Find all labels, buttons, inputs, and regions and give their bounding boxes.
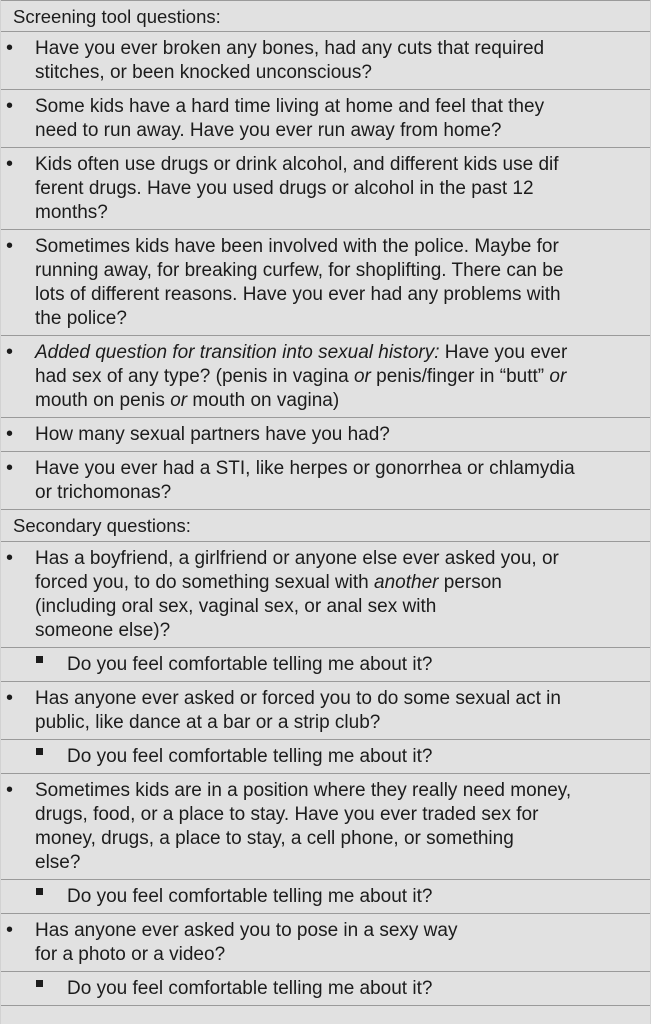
- square-bullet-icon: [36, 748, 43, 755]
- text-segment: (including oral sex, vaginal sex, or anal sex with: [35, 596, 437, 617]
- question-text: [67, 885, 432, 909]
- question-text: [35, 341, 567, 413]
- question-row: [1, 914, 650, 972]
- question-row: [1, 32, 650, 90]
- text-segment: drugs, food, or a place to stay. Have you ever traded sex for: [35, 804, 539, 825]
- question-line: [35, 365, 567, 389]
- question-line: [35, 919, 457, 943]
- text-segment: Sometimes kids are in a position where they really need money,: [35, 780, 572, 801]
- question-row: [1, 418, 650, 452]
- text-segment: public, like dance at a bar or a strip club?: [35, 712, 381, 733]
- text-segment: Do you feel comfortable telling me about it?: [67, 886, 433, 907]
- text-segment: had sex of any type? (penis in vagina: [35, 366, 354, 387]
- question-line: [35, 619, 559, 643]
- question-line: [35, 119, 544, 143]
- text-segment: Has anyone ever asked or forced you to do some sexual act in: [35, 688, 561, 709]
- question-line: [35, 595, 559, 619]
- question-text: [35, 919, 457, 967]
- text-segment: for a photo or a video?: [35, 944, 226, 965]
- square-bullet-icon: [36, 888, 43, 895]
- italic-text: another: [374, 572, 439, 593]
- text-segment: months?: [35, 202, 108, 223]
- question-row: [1, 90, 650, 148]
- text-segment: Some kids have a hard time living at home and feel that they: [35, 96, 545, 117]
- text-segment: need to run away. Have you ever run away from home?: [35, 120, 502, 141]
- text-segment: Has anyone ever asked you to pose in a sexy way: [35, 920, 458, 941]
- italic-text: or: [170, 390, 188, 411]
- question-row: [1, 452, 650, 510]
- question-line: [35, 711, 561, 735]
- bullet-icon: •: [6, 95, 14, 117]
- question-text: [67, 977, 432, 1001]
- bullet-icon: •: [6, 235, 14, 257]
- text-segment: ferent drugs. Have you used drugs or alcohol in the past 12: [35, 178, 534, 199]
- question-row: [1, 542, 650, 648]
- question-line: [35, 283, 563, 307]
- text-segment: Have you ever had a STI, like herpes or gonorrhea or chlamydia: [35, 458, 575, 479]
- text-segment: lots of different reasons. Have you ever had any problems with: [35, 284, 561, 305]
- question-line: [35, 851, 571, 875]
- question-line: [35, 153, 559, 177]
- sub-question-row: [1, 972, 650, 1006]
- text-segment: forced you, to do something sexual with: [35, 572, 375, 593]
- question-text: [35, 457, 575, 505]
- question-line: [35, 37, 544, 61]
- question-line: [67, 885, 432, 909]
- text-segment: Do you feel comfortable telling me about it?: [67, 654, 433, 675]
- sub-question-row: [1, 740, 650, 774]
- question-text: [35, 779, 571, 875]
- question-row: [1, 230, 650, 336]
- sub-question-row: [1, 880, 650, 914]
- italic-text: or: [353, 366, 371, 387]
- question-row: [1, 774, 650, 880]
- section-header: [1, 510, 650, 542]
- question-line: [35, 457, 575, 481]
- square-bullet-icon: [36, 980, 43, 987]
- question-line: [67, 653, 432, 677]
- question-text: [35, 95, 544, 143]
- text-segment: someone else)?: [35, 620, 171, 641]
- question-line: [35, 341, 567, 365]
- question-line: [35, 481, 575, 505]
- text-segment: penis/finger in “butt”: [370, 366, 550, 387]
- question-text: [35, 423, 390, 447]
- bullet-icon: •: [6, 919, 14, 941]
- section-title: Screening tool questions:: [13, 6, 221, 27]
- question-line: [35, 547, 559, 571]
- question-row: [1, 148, 650, 230]
- question-line: [35, 307, 563, 331]
- text-segment: else?: [35, 852, 81, 873]
- italic-text: Added question for transition into sexual history:: [35, 342, 440, 363]
- question-line: [35, 571, 559, 595]
- question-text: [35, 37, 544, 85]
- text-segment: mouth on penis: [35, 390, 171, 411]
- text-segment: Sometimes kids have been involved with the police. Maybe for: [35, 236, 559, 257]
- text-segment: Have you ever: [439, 342, 568, 363]
- question-line: [35, 95, 544, 119]
- text-segment: the police?: [35, 308, 127, 329]
- square-bullet-icon: [36, 656, 43, 663]
- section-title: Secondary questions:: [13, 515, 191, 536]
- question-line: [67, 745, 432, 769]
- bullet-icon: •: [6, 153, 14, 175]
- question-line: [35, 687, 561, 711]
- section-header: [1, 0, 650, 32]
- text-segment: Has a boyfriend, a girlfriend or anyone else ever asked you, or: [35, 548, 559, 569]
- bullet-icon: •: [6, 423, 14, 445]
- sub-question-row: [1, 648, 650, 682]
- text-segment: Have you ever broken any bones, had any cuts that required: [35, 38, 545, 59]
- question-row: [1, 336, 650, 418]
- bullet-icon: •: [6, 687, 14, 709]
- text-segment: Kids often use drugs or drink alcohol, and different kids use dif: [35, 154, 559, 175]
- text-segment: stitches, or been knocked unconscious?: [35, 62, 372, 83]
- question-line: [35, 943, 457, 967]
- text-segment: Do you feel comfortable telling me about it?: [67, 746, 433, 767]
- question-line: [35, 827, 571, 851]
- question-line: [67, 977, 432, 1001]
- question-line: [35, 61, 544, 85]
- question-line: [35, 259, 563, 283]
- bullet-icon: •: [6, 341, 14, 363]
- text-segment: mouth on vagina): [187, 390, 340, 411]
- text-segment: running away, for breaking curfew, for shoplifting. There can be: [35, 260, 564, 281]
- question-text: [35, 687, 561, 735]
- question-line: [35, 779, 571, 803]
- question-line: [35, 201, 559, 225]
- question-line: [35, 389, 567, 413]
- text-segment: or trichomonas?: [35, 482, 172, 503]
- text-segment: money, drugs, a place to stay, a cell phone, or something: [35, 828, 514, 849]
- question-text: [35, 235, 563, 331]
- question-line: [35, 177, 559, 201]
- question-line: [35, 803, 571, 827]
- bullet-icon: •: [6, 547, 14, 569]
- italic-text: or: [549, 366, 567, 387]
- text-segment: How many sexual partners have you had?: [35, 424, 390, 445]
- question-text: [67, 653, 432, 677]
- text-segment: Do you feel comfortable telling me about it?: [67, 978, 433, 999]
- bullet-icon: •: [6, 37, 14, 59]
- question-line: [35, 235, 563, 259]
- question-text: [35, 547, 559, 643]
- question-row: [1, 682, 650, 740]
- question-text: [35, 153, 559, 225]
- question-line: [35, 423, 390, 447]
- bullet-icon: •: [6, 457, 14, 479]
- question-text: [67, 745, 432, 769]
- text-segment: person: [438, 572, 502, 593]
- bullet-icon: •: [6, 779, 14, 801]
